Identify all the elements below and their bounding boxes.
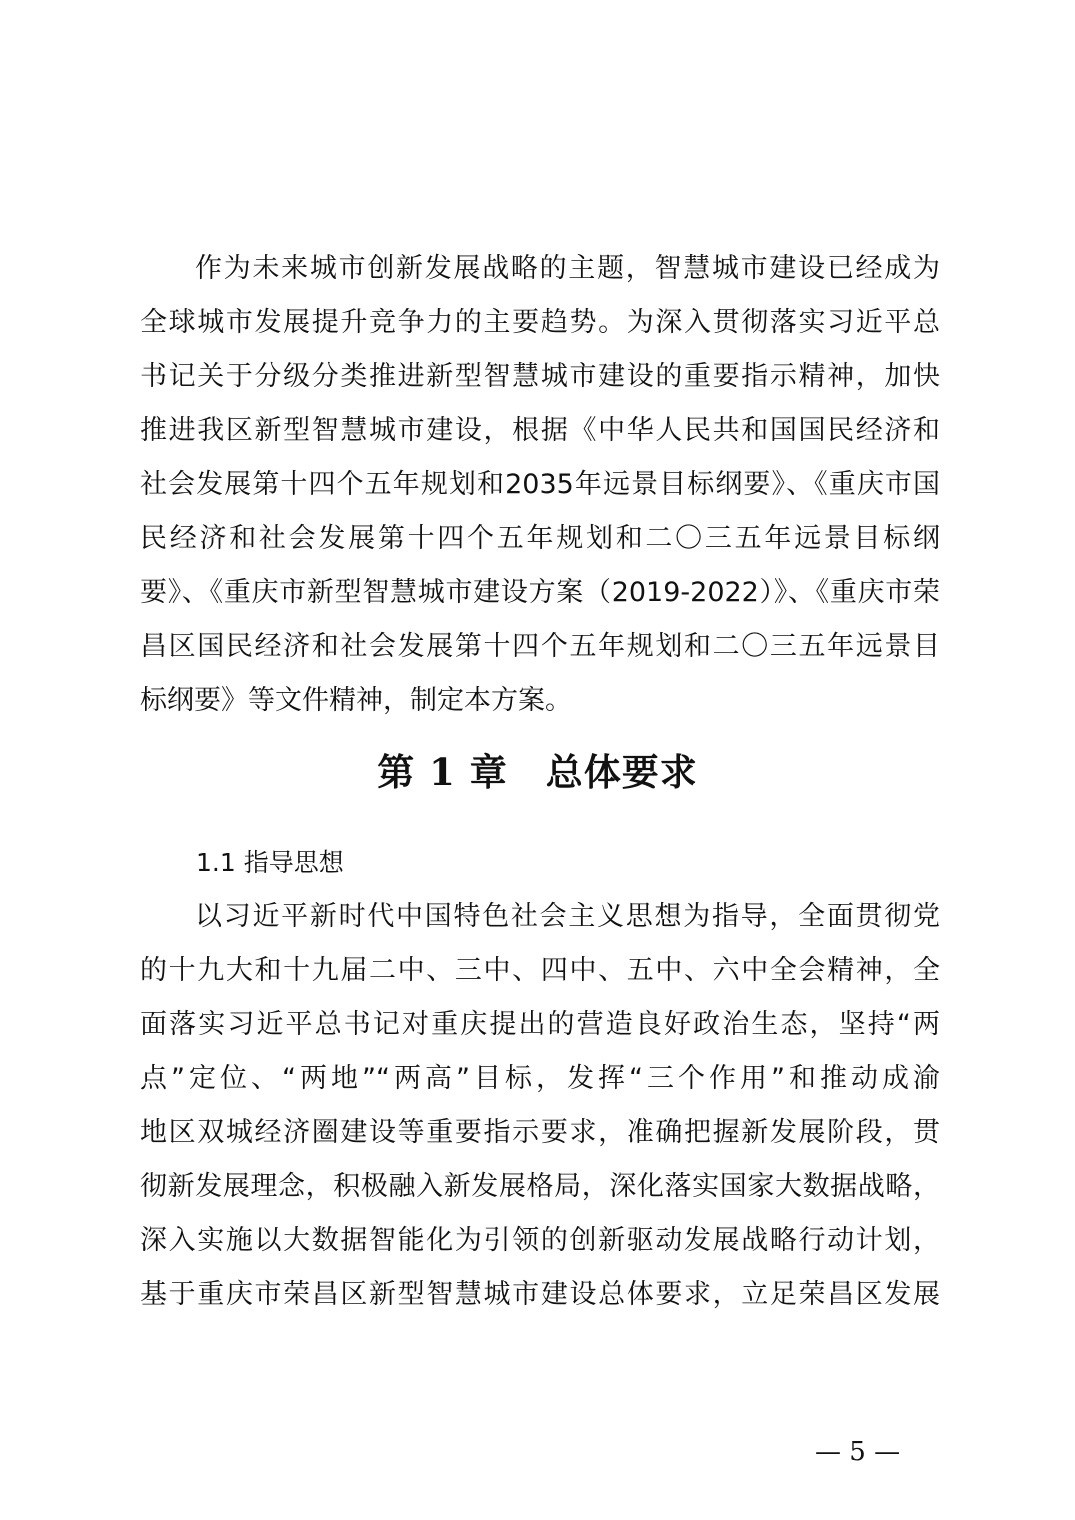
paragraph-line: 标纲要》等文件精神，制定本方案。	[140, 685, 572, 716]
paragraph-line: 面落实习近平总书记对重庆提出的营造良好政治生态，坚持“两	[140, 1009, 940, 1040]
paragraph-line: 民经济和社会发展第十四个五年规划和二〇三五年远景目标纲	[140, 523, 940, 554]
paragraph-line: 全球城市发展提升竞争力的主要趋势。为深入贯彻落实习近平总	[140, 307, 940, 338]
paragraph-line: 的十九大和十九届二中、三中、四中、五中、六中全会精神，全	[140, 955, 940, 986]
paragraph-line: 基于重庆市荣昌区新型智慧城市建设总体要求，立足荣昌区发展	[140, 1279, 940, 1310]
chapter-title: 第 1 章 总体要求	[377, 750, 698, 794]
paragraph-line: 点”定位、“两地”“两高”目标，发挥“三个作用”和推动成渝	[140, 1063, 940, 1094]
body-paragraph	[140, 890, 940, 1322]
paragraph-line: 以习近平新时代中国特色社会主义思想为指导，全面贯彻党	[195, 901, 940, 932]
paragraph-line: 深入实施以大数据智能化为引领的创新驱动发展战略行动计划，	[140, 1225, 940, 1256]
paragraph-line: 地区双城经济圈建设等重要指示要求，准确把握新发展阶段，贯	[140, 1117, 940, 1148]
intro-paragraph	[140, 242, 940, 728]
section-heading: 1.1 指导思想	[196, 848, 344, 877]
paragraph-line: 彻新发展理念，积极融入新发展格局，深化落实国家大数据战略，	[140, 1171, 940, 1202]
paragraph-line: 作为未来城市创新发展战略的主题，智慧城市建设已经成为	[195, 253, 940, 284]
paragraph-line: 要》、《重庆市新型智慧城市建设方案（2019-2022）》、《重庆市荣	[140, 577, 940, 608]
paragraph-line: 昌区国民经济和社会发展第十四个五年规划和二〇三五年远景目	[140, 631, 940, 662]
paragraph-line: 推进我区新型智慧城市建设，根据《中华人民共和国国民经济和	[140, 415, 940, 446]
paragraph-line: 社会发展第十四个五年规划和2035年远景目标纲要》、《重庆市国	[140, 469, 940, 500]
paragraph-line: 书记关于分级分类推进新型智慧城市建设的重要指示精神，加快	[140, 361, 940, 392]
page-number: — 5 —	[815, 1437, 901, 1467]
